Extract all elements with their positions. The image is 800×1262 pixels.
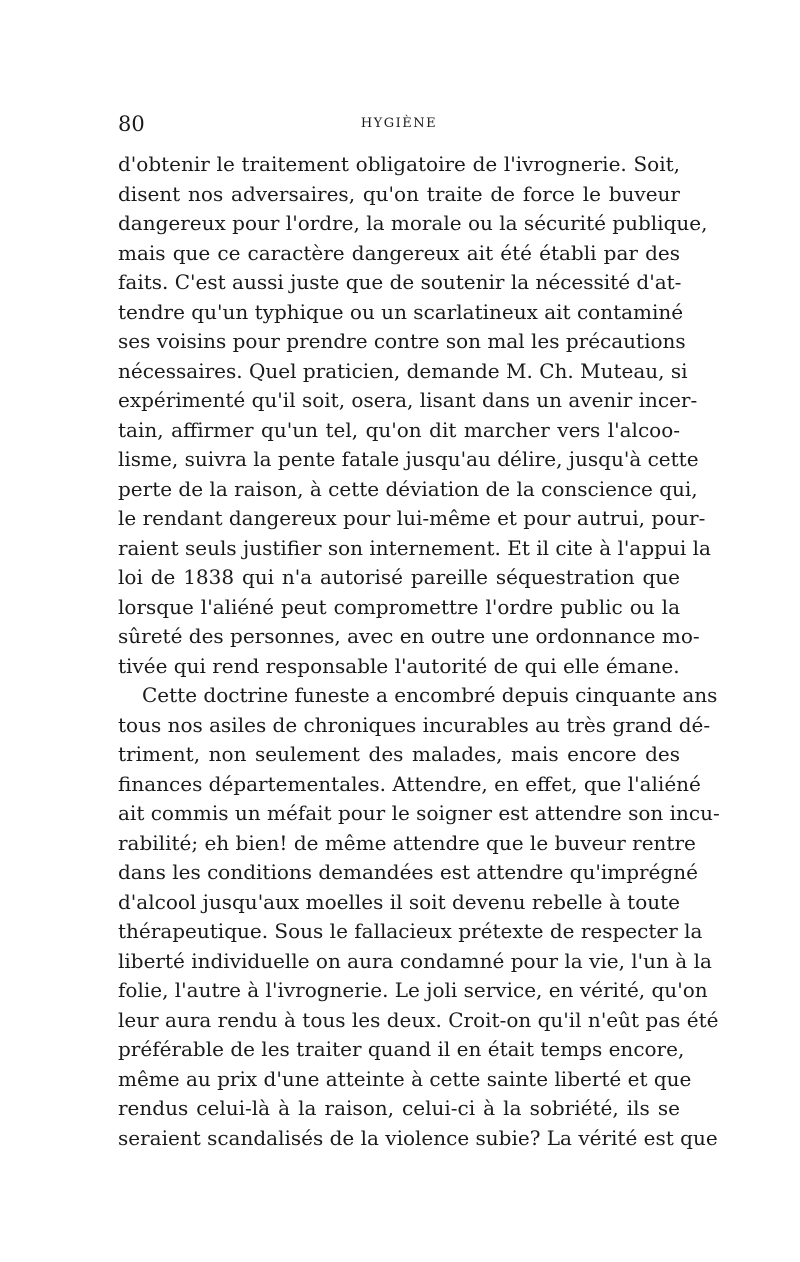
text-line: le rendant dangereux pour lui-même et pour autrui, pour- <box>118 506 706 530</box>
text-line: d'obtenir le traitement obligatoire de l'ivrognerie. Soit, <box>118 152 680 176</box>
text-line: raient seuls justifier son internement. Et il cite à l'appui la <box>118 535 711 560</box>
text-line: tendre qu'un typhique ou un scarlatineux ait contaminé <box>118 299 684 324</box>
page-number: 80 <box>118 112 145 136</box>
text-line: tivée qui rend responsable l'autorité de qui elle émane. <box>118 653 680 678</box>
text-line: triment, non seulement des malades, mais encore des <box>118 742 680 766</box>
text-line: liberté individuelle on aura condamné pour la vie, l'un à la <box>118 948 712 973</box>
text-line: faits. C'est aussi juste que de soutenir la nécessité d'at- <box>118 270 682 294</box>
text-line: tain, affirmer qu'un tel, qu'on dit marcher vers l'alcoo- <box>118 417 680 442</box>
text-line: ait commis un méfait pour le soigner est attendre son incu- <box>118 801 720 825</box>
book-page <box>118 112 720 1153</box>
text-line: rabilité; eh bien! de même attendre que le buveur rentre <box>118 830 696 855</box>
text-line: d'alcool jusqu'aux moelles il soit devenu rebelle à toute <box>118 889 680 914</box>
running-title: HYGIÈNE <box>360 116 438 131</box>
text-line: leur aura rendu à tous les deux. Croit-on qu'il n'eût pas été <box>118 1007 719 1032</box>
text-line: lorsque l'aliéné peut compromettre l'ordre public ou la <box>118 594 680 619</box>
body-text <box>118 150 720 1153</box>
text-line: tous nos asiles de chroniques incurables au très grand dé- <box>118 712 711 737</box>
text-line: sûreté des personnes, avec en outre une ordonnance mo- <box>118 624 700 648</box>
running-head <box>118 112 680 142</box>
text-line: expérimenté qu'il soit, osera, lisant dans un avenir incer- <box>118 388 698 412</box>
paragraph <box>118 681 720 1153</box>
text-line: finances départementales. Attendre, en effet, que l'aliéné <box>118 771 701 796</box>
text-line: dangereux pour l'ordre, la morale ou la sécurité publique, <box>118 211 708 235</box>
text-line: mais que ce caractère dangereux ait été établi par des <box>118 240 680 265</box>
text-line: thérapeutique. Sous le fallacieux prétexte de respecter la <box>118 919 703 943</box>
text-line: perte de la raison, à cette déviation de la conscience qui, <box>118 476 698 501</box>
text-line: dans les conditions demandées est attendre qu'imprégné <box>118 860 698 884</box>
text-line: rendus celui-là à la raison, celui-ci à la sobriété, ils se <box>118 1096 680 1120</box>
text-line: lisme, suivra la pente fatale jusqu'au délire, jusqu'à cette <box>118 447 699 471</box>
text-line: nécessaires. Quel praticien, demande M. Ch. Muteau, si <box>118 358 688 383</box>
text-line: seraient scandalisés de la violence subie? La vérité est que <box>118 1125 718 1150</box>
text-line: même au prix d'une atteinte à cette sainte liberté et que <box>118 1066 692 1091</box>
text-line: Cette doctrine funeste a encombré depuis cinquante ans <box>142 683 718 707</box>
text-line: loi de 1838 qui n'a autorisé pareille séquestration que <box>118 565 680 589</box>
text-line: folie, l'autre à l'ivrognerie. Le joli service, en vérité, qu'on <box>118 978 708 1002</box>
text-line: disent nos adversaires, qu'on traite de force le buveur <box>118 181 680 206</box>
text-line: ses voisins pour prendre contre son mal les précautions <box>118 329 686 353</box>
text-line: préférable de les traiter quand il en était temps encore, <box>118 1037 685 1061</box>
paragraph <box>118 150 711 681</box>
